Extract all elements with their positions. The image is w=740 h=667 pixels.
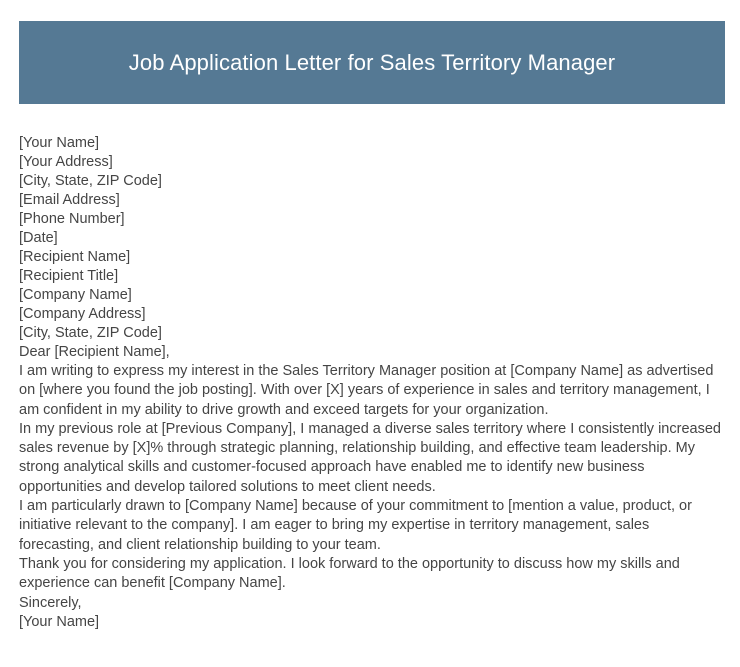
recipient-line: [City, State, ZIP Code] [19, 325, 162, 341]
sender-line: [Your Name] [19, 135, 100, 151]
letter-paragraph: I am particularly drawn to [Company Name] because of your commitment to [mention a value, product, or initiative relevant to the company]. I am eager to bring my expertise in territory management, sales forecasting, and client relationship building to your team. [19, 498, 692, 553]
sender-line: [Email Address] [19, 192, 120, 208]
signature-name: [Your Name] [19, 613, 100, 630]
letter-body [19, 134, 723, 632]
letter-paragraph: I am writing to express my interest in the Sales Territory Manager position at [Company Name] as advertised on [where you found the job posting]. With over [X] years of experience in sales and territory management, I am confident in my ability to drive growth and exceed targets for your organization. [19, 363, 714, 418]
salutation: Dear [Recipient Name], [19, 344, 170, 360]
recipient-address-block [19, 248, 723, 343]
sender-line: [Your Address] [19, 154, 113, 170]
recipient-line: [Company Address] [19, 306, 146, 322]
closing-salutation: Sincerely, [19, 594, 82, 611]
sender-line: [City, State, ZIP Code] [19, 173, 162, 189]
document-header-banner [19, 21, 725, 104]
sender-address-block [19, 134, 723, 248]
letter-paragraph: In my previous role at [Previous Company], I managed a diverse sales territory where I consistently increased sales revenue by [X]% through strategic planning, relationship building, and effective team leadership. My strong analytical skills and customer-focused approach have enabled me to identify new business opportunities and develop tailored solutions to meet client needs. [19, 420, 721, 495]
recipient-line: [Recipient Title] [19, 268, 119, 284]
sender-line: [Date] [19, 230, 58, 246]
recipient-line: [Company Name] [19, 287, 132, 303]
sender-line: [Phone Number] [19, 211, 125, 227]
recipient-line: [Recipient Name] [19, 249, 131, 265]
page-title: Job Application Letter for Sales Territory Manager [128, 49, 616, 75]
letter-paragraph: Thank you for considering my application. I look forward to the opportunity to discuss how my skills and experience can benefit [Company Name]. [19, 555, 680, 592]
